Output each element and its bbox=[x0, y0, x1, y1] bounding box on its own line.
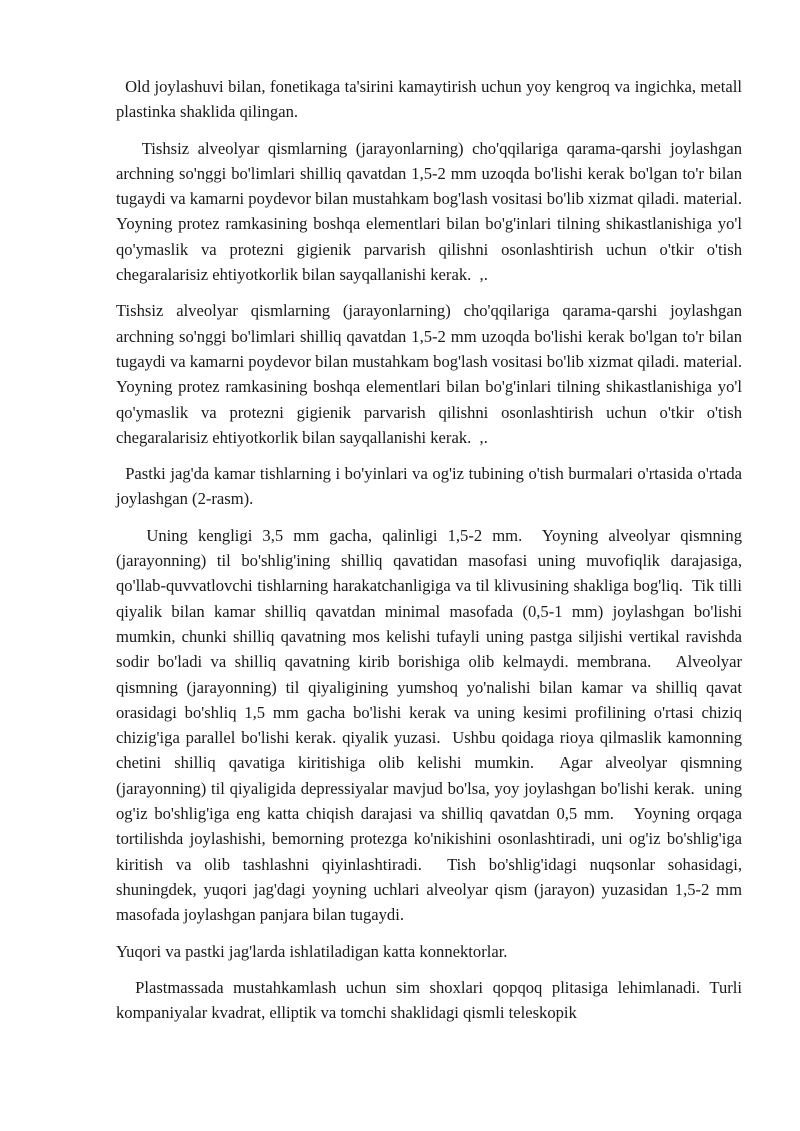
paragraph-3: Tishsiz alveolyar qismlarning (jarayonlarning) cho'qqilariga qarama-qarshi joylashgan archning so'nggi bo'limlari shilliq qavatdan 1,5-2 mm uzoqda bo'lishi kerak bo'lgan to'r bilan tugaydi va kamarni poydevor bilan mustahkam bog'lash vositasi bo'lib xizmat qiladi. material. Yoyning protez ramkasining boshqa elementlari bilan bo'g'inlari tilning shikastlanishiga yo'l qo'ymaslik va protezni gigienik parvarish qilishni osonlashtirish uchun o'tkir o'tish chegaralarisiz ehtiyotkorlik bilan sayqallanishi kerak. ,. bbox=[116, 301, 755, 447]
paragraph-4: Pastki jag'da kamar tishlarning i bo'yinlari va og'iz tubining o'tish burmalari o'rtasida o'rtada joylashgan (2-rasm). bbox=[116, 464, 747, 509]
paragraph-2: Tishsiz alveolyar qismlarning (jarayonlarning) cho'qqilariga qarama-qarshi joylashgan archning so'nggi bo'limlari shilliq qavatdan 1,5-2 mm uzoqda bo'lishi kerak bo'lgan to'r bilan tugaydi va kamarni poydevor bilan mustahkam bog'lash vositasi bo'lib xizmat qiladi. material. Yoyning protez ramkasining boshqa elementlari bilan bo'g'inlari tilning shikastlanishiga yo'l qo'ymaslik va protezni gigienik parvarish qilishni osonlashtirish uchun o'tkir o'tish chegaralarisiz ehtiyotkorlik bilan sayqallanishi kerak. ,. bbox=[116, 138, 755, 285]
document-page bbox=[116, 74, 755, 1036]
paragraph-6: Yuqori va pastki jag'larda ishlatiladigan katta konnektorlar. bbox=[116, 941, 508, 961]
paragraph-5: Uning kengligi 3,5 mm gacha, qalinligi 1,5-2 mm. Yoyning alveolyar qismning (jarayonning) til bo'shlig'ining shilliq qavatidan masofasi uning muvofiqlik darajasiga, qo'llab-quvvatlovchi tishlarning harakatchanligiga va til klivusining shakliga bog'liq. Tik tilli qiyalik bilan kamar shilliq qavatdan minimal masofada (0,5-1 mm) joylashgan bo'lishi mumkin, chunki shilliq qavatning mos kelishi tufayli uning pastga siljishi vertikal ravishda sodir bo'ladi va shilliq qavatning kirib borishiga olib kelmaydi. membrana. Alveolyar qismning (jarayonning) til qiyaligining yumshoq yo'nalishi bilan kamar va shilliq qavat orasidagi bo'shliq 1,5 mm gacha bo'lishi kerak va uning kesimi profilining o'rtasi chiziq chizig'iga parallel bo'lishi kerak. qiyalik yuzasi. Ushbu qoidaga rioya qilmaslik kamonning chetini shilliq qavatiga kiritishiga olib kelishi mumkin. Agar alveolyar qismning (jarayonning) til qiyaligida depressiyalar mavjud bo'lsa, yoy joylashgan bo'lishi kerak. uning og'iz bo'shlig'iga eng katta chiqish darajasi va shilliq qavatdan 0,5 mm. Yoyning orqaga tortilishda joylashishi, bemorning protezga ko'nikishini osonlashtiradi, uni og'iz bo'shlig'iga kiritish va olib tashlashni qiyinlashtiradi. Tish bo'shlig'idagi nuqsonlar sohasidagi, shuningdek, yuqori jag'dagi yoyning uchlari alveolyar qism (jarayon) yuzasidan 1,5-2 mm masofada joylashgan panjara bilan tugaydi. bbox=[116, 525, 747, 925]
paragraph-1: Old joylashuvi bilan, fonetikaga ta'sirini kamaytirish uchun yoy kengroq va ingichka, metall plastinka shaklida qilingan. bbox=[116, 77, 747, 122]
paragraph-7: Plastmassada mustahkamlash uchun sim shoxlari qopqoq plitasiga lehimlanadi. Turli kompaniyalar kvadrat, elliptik va tomchi shaklidagi qismli teleskopik bbox=[116, 977, 747, 1023]
